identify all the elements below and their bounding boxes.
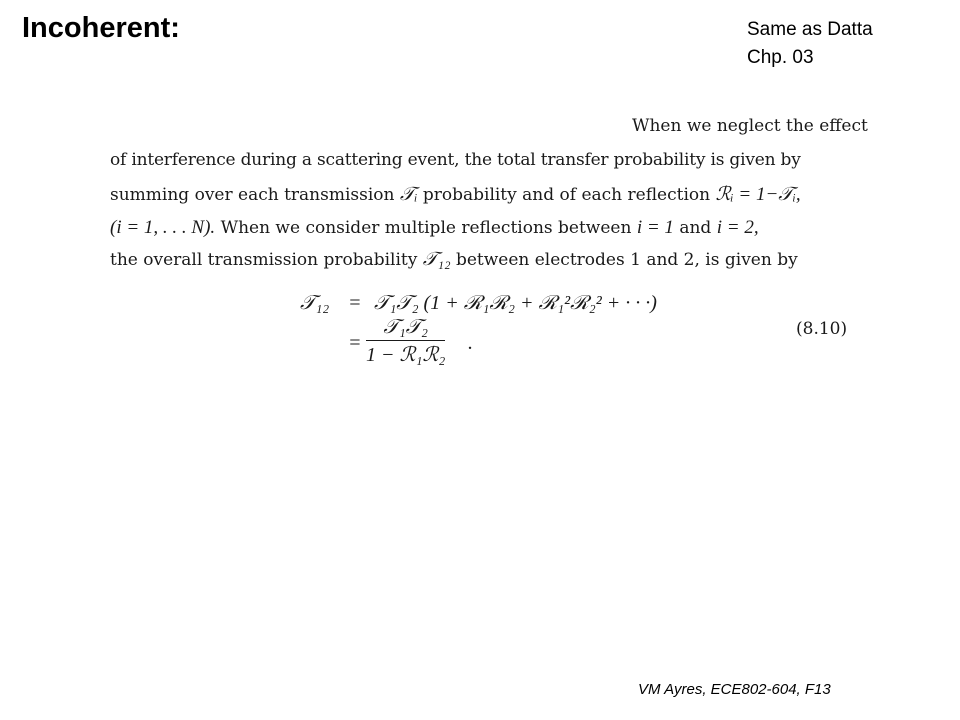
equation-number: (8.10) (796, 319, 848, 339)
excerpt-line-4-text-d: and (673, 218, 717, 238)
transmission-symbol: 𝒯ᵢ (399, 184, 418, 205)
source-note (747, 16, 873, 72)
source-note-line-1: Same as Datta (747, 19, 873, 40)
source-note-line-2: Chp. 03 (747, 47, 814, 68)
excerpt-line-4 (110, 217, 759, 239)
index-range: (i = 1, . . . N). (110, 217, 216, 238)
excerpt-line-5 (110, 249, 798, 271)
footer-credit: VM Ayres, ECE802-604, F13 (638, 681, 831, 698)
excerpt-line-5-text-a: the overall transmission probability (110, 250, 423, 270)
equation-series: 𝒯₁𝒯₂ (1 + ℛ₁ℛ₂ + ℛ₁²ℛ₂² + · · ·) (374, 292, 657, 314)
index-one: i = 1 (636, 217, 674, 238)
excerpt-line-4-text-b: When we consider multiple reflections between (215, 218, 637, 238)
equation-equals-1: = (348, 292, 362, 314)
excerpt-line-2: of interference during a scattering event, the total transfer probability is given by (110, 150, 801, 170)
excerpt-line-3 (110, 183, 801, 206)
fraction-numerator: 𝒯₁𝒯₂ (366, 316, 445, 341)
reflection-relation: ℛᵢ = 1−𝒯ᵢ, (715, 184, 801, 205)
excerpt-line-3-text-c: probability and of each reflection (417, 185, 716, 205)
excerpt-line-1: When we neglect the effect (632, 116, 868, 136)
excerpt-line-3-text-a: summing over each transmission (110, 185, 400, 205)
scanned-text-excerpt (110, 116, 910, 378)
overall-transmission-symbol: 𝒯₁₂ (422, 249, 451, 270)
equation-lhs: 𝒯₁₂ (300, 292, 330, 314)
equation-equals-2: = (348, 332, 362, 354)
equation-fraction (366, 316, 445, 367)
index-two: i = 2, (716, 217, 759, 238)
excerpt-line-5-text-c: between electrodes 1 and 2, is given by (450, 250, 798, 270)
slide-title: Incoherent: (22, 12, 180, 44)
equation-period: . (468, 332, 473, 354)
fraction-denominator: 1 − ℛ₁ℛ₂ (366, 344, 446, 366)
